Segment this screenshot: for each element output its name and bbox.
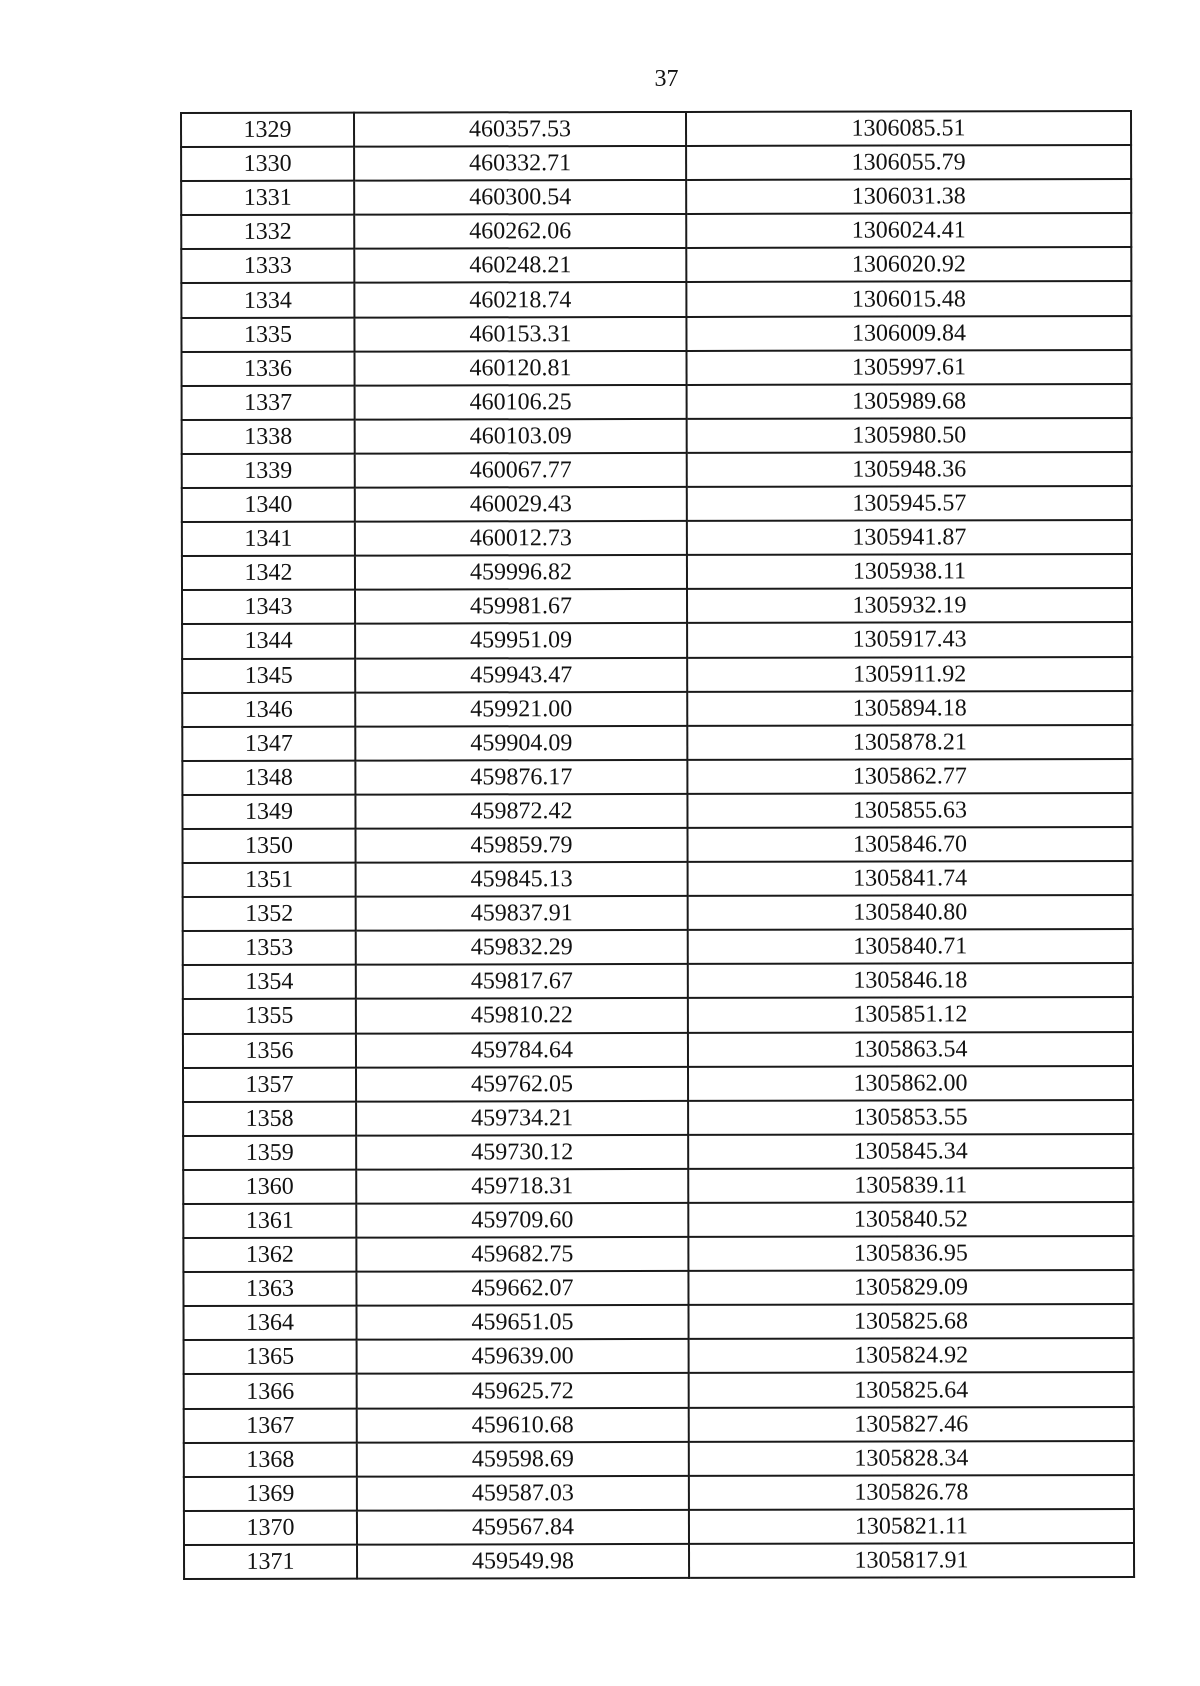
x-coordinate-cell: 459718.31 <box>356 1169 688 1204</box>
point-number-cell: 1362 <box>183 1238 356 1272</box>
point-number-cell: 1343 <box>182 590 355 624</box>
point-number-cell: 1359 <box>183 1135 356 1169</box>
x-coordinate-cell: 460300.54 <box>354 180 686 215</box>
x-coordinate-cell: 459639.00 <box>357 1339 689 1374</box>
y-coordinate-cell: 1305853.55 <box>688 1100 1133 1135</box>
x-coordinate-cell: 459837.91 <box>356 896 688 931</box>
y-coordinate-cell: 1305829.09 <box>688 1270 1133 1305</box>
x-coordinate-cell: 460120.81 <box>355 351 687 386</box>
y-coordinate-cell: 1305836.95 <box>688 1236 1133 1271</box>
point-number-cell: 1369 <box>184 1476 357 1510</box>
x-coordinate-cell: 460262.06 <box>354 214 686 249</box>
table-row <box>182 418 1132 454</box>
y-coordinate-cell: 1305851.12 <box>688 997 1133 1032</box>
x-coordinate-cell: 459709.60 <box>356 1203 688 1238</box>
y-coordinate-cell: 1305825.64 <box>689 1372 1134 1407</box>
x-coordinate-cell: 460012.73 <box>355 521 687 556</box>
table-row <box>181 111 1131 147</box>
point-number-cell: 1330 <box>181 147 354 181</box>
point-number-cell: 1349 <box>182 795 355 829</box>
y-coordinate-cell: 1305938.11 <box>687 554 1132 589</box>
point-number-cell: 1335 <box>181 317 354 351</box>
point-number-cell: 1336 <box>182 351 355 385</box>
y-coordinate-cell: 1305932.19 <box>687 588 1132 623</box>
x-coordinate-cell: 459784.64 <box>356 1032 688 1067</box>
point-number-cell: 1351 <box>183 863 356 897</box>
y-coordinate-cell: 1305980.50 <box>687 418 1132 453</box>
x-coordinate-cell: 459951.09 <box>355 623 687 658</box>
x-coordinate-cell: 459981.67 <box>355 589 687 624</box>
x-coordinate-cell: 459610.68 <box>357 1407 689 1442</box>
coordinate-table <box>180 110 1135 1580</box>
y-coordinate-cell: 1305941.87 <box>687 520 1132 555</box>
x-coordinate-cell: 460106.25 <box>355 385 687 420</box>
point-number-cell: 1329 <box>181 113 354 147</box>
point-number-cell: 1363 <box>183 1272 356 1306</box>
point-number-cell: 1368 <box>184 1442 357 1476</box>
y-coordinate-cell: 1305846.70 <box>688 827 1133 862</box>
y-coordinate-cell: 1305839.11 <box>688 1168 1133 1203</box>
x-coordinate-cell: 459734.21 <box>356 1101 688 1136</box>
x-coordinate-cell: 460248.21 <box>354 248 686 283</box>
y-coordinate-cell: 1305821.11 <box>689 1509 1134 1544</box>
y-coordinate-cell: 1305997.61 <box>687 350 1132 385</box>
point-number-cell: 1333 <box>181 249 354 283</box>
table-row <box>182 486 1132 522</box>
table-row <box>181 145 1131 181</box>
x-coordinate-cell: 459876.17 <box>355 760 687 795</box>
x-coordinate-cell: 459872.42 <box>355 794 687 829</box>
table-row <box>181 316 1131 352</box>
table-row <box>183 997 1133 1033</box>
y-coordinate-cell: 1305828.34 <box>689 1441 1134 1476</box>
table-row <box>182 452 1132 488</box>
table-row <box>183 929 1133 965</box>
x-coordinate-cell: 460357.53 <box>354 112 686 147</box>
point-number-cell: 1350 <box>183 829 356 863</box>
point-number-cell: 1360 <box>183 1170 356 1204</box>
y-coordinate-cell: 1306024.41 <box>686 213 1131 248</box>
point-number-cell: 1342 <box>182 556 355 590</box>
x-coordinate-cell: 459996.82 <box>355 555 687 590</box>
table-row <box>182 793 1132 829</box>
table-row <box>183 1270 1133 1306</box>
point-number-cell: 1354 <box>183 965 356 999</box>
table-row <box>183 1100 1133 1136</box>
point-number-cell: 1332 <box>181 215 354 249</box>
table-row <box>184 1407 1134 1443</box>
y-coordinate-cell: 1305846.18 <box>688 963 1133 998</box>
x-coordinate-cell: 460332.71 <box>354 146 686 181</box>
y-coordinate-cell: 1305911.92 <box>687 657 1132 692</box>
point-number-cell: 1358 <box>183 1101 356 1135</box>
point-number-cell: 1345 <box>182 658 355 692</box>
table-row <box>181 281 1131 317</box>
y-coordinate-cell: 1306009.84 <box>686 316 1131 351</box>
y-coordinate-cell: 1305840.80 <box>688 895 1133 930</box>
point-number-cell: 1356 <box>183 1033 356 1067</box>
y-coordinate-cell: 1305862.00 <box>688 1066 1133 1101</box>
y-coordinate-cell: 1305841.74 <box>688 861 1133 896</box>
point-number-cell: 1334 <box>181 283 354 317</box>
point-number-cell: 1331 <box>181 181 354 215</box>
y-coordinate-cell: 1305863.54 <box>688 1032 1133 1067</box>
y-coordinate-cell: 1305989.68 <box>687 384 1132 419</box>
y-coordinate-cell: 1305840.71 <box>688 929 1133 964</box>
x-coordinate-cell: 459943.47 <box>355 657 687 692</box>
point-number-cell: 1337 <box>182 385 355 419</box>
table-row <box>183 1032 1133 1068</box>
table-row <box>183 1134 1133 1170</box>
point-number-cell: 1365 <box>184 1340 357 1374</box>
point-number-cell: 1355 <box>183 999 356 1033</box>
y-coordinate-cell: 1305845.34 <box>688 1134 1133 1169</box>
table-row <box>182 725 1132 761</box>
y-coordinate-cell: 1305855.63 <box>687 793 1132 828</box>
y-coordinate-cell: 1306031.38 <box>686 179 1131 214</box>
x-coordinate-cell: 459625.72 <box>357 1373 689 1408</box>
table-row <box>182 554 1132 590</box>
table-row <box>183 1202 1133 1238</box>
point-number-cell: 1367 <box>184 1408 357 1442</box>
x-coordinate-cell: 459859.79 <box>356 828 688 863</box>
x-coordinate-cell: 460218.74 <box>354 282 686 317</box>
x-coordinate-cell: 459817.67 <box>356 964 688 999</box>
point-number-cell: 1357 <box>183 1067 356 1101</box>
y-coordinate-cell: 1306055.79 <box>686 145 1131 180</box>
table-row <box>184 1338 1134 1374</box>
point-number-cell: 1339 <box>182 454 355 488</box>
x-coordinate-cell: 459904.09 <box>355 726 687 761</box>
point-number-cell: 1370 <box>184 1510 357 1544</box>
y-coordinate-cell: 1305878.21 <box>687 725 1132 760</box>
y-coordinate-cell: 1305917.43 <box>687 622 1132 657</box>
x-coordinate-cell: 459832.29 <box>356 930 688 965</box>
coordinate-table-body <box>181 111 1134 1579</box>
point-number-cell: 1371 <box>184 1545 357 1579</box>
table-row <box>183 895 1133 931</box>
table-row <box>182 588 1132 624</box>
y-coordinate-cell: 1305817.91 <box>689 1543 1134 1578</box>
table-row <box>183 1066 1133 1102</box>
point-number-cell: 1352 <box>183 897 356 931</box>
table-row <box>182 520 1132 556</box>
table-row <box>182 350 1132 386</box>
point-number-cell: 1353 <box>183 931 356 965</box>
table-row <box>184 1475 1134 1511</box>
x-coordinate-cell: 459651.05 <box>357 1305 689 1340</box>
table-row <box>184 1441 1134 1477</box>
table-row <box>181 213 1131 249</box>
y-coordinate-cell: 1306015.48 <box>686 281 1131 316</box>
table-row <box>183 827 1133 863</box>
point-number-cell: 1361 <box>183 1204 356 1238</box>
y-coordinate-cell: 1306020.92 <box>686 247 1131 282</box>
point-number-cell: 1344 <box>182 624 355 658</box>
y-coordinate-cell: 1305945.57 <box>687 486 1132 521</box>
x-coordinate-cell: 459598.69 <box>357 1442 689 1477</box>
y-coordinate-cell: 1305824.92 <box>689 1338 1134 1373</box>
table-row <box>184 1304 1134 1340</box>
point-number-cell: 1341 <box>182 522 355 556</box>
table-row <box>182 384 1132 420</box>
point-number-cell: 1340 <box>182 488 355 522</box>
x-coordinate-cell: 460029.43 <box>355 487 687 522</box>
x-coordinate-cell: 459810.22 <box>356 998 688 1033</box>
y-coordinate-cell: 1305894.18 <box>687 691 1132 726</box>
x-coordinate-cell: 459662.07 <box>356 1271 688 1306</box>
y-coordinate-cell: 1306085.51 <box>686 111 1131 146</box>
table-row <box>184 1543 1134 1579</box>
table-row <box>184 1372 1134 1408</box>
table-row <box>182 759 1132 795</box>
table-row <box>183 861 1133 897</box>
y-coordinate-cell: 1305862.77 <box>687 759 1132 794</box>
table-row <box>181 179 1131 215</box>
point-number-cell: 1346 <box>182 692 355 726</box>
table-row <box>182 657 1132 693</box>
table-row <box>183 1236 1133 1272</box>
point-number-cell: 1348 <box>182 760 355 794</box>
x-coordinate-cell: 460067.77 <box>355 453 687 488</box>
point-number-cell: 1347 <box>182 726 355 760</box>
table-row <box>181 247 1131 283</box>
page-number: 37 <box>654 66 679 92</box>
y-coordinate-cell: 1305826.78 <box>689 1475 1134 1510</box>
table-row <box>182 691 1132 727</box>
y-coordinate-cell: 1305948.36 <box>687 452 1132 487</box>
point-number-cell: 1364 <box>184 1306 357 1340</box>
x-coordinate-cell: 460103.09 <box>355 419 687 454</box>
point-number-cell: 1338 <box>182 419 355 453</box>
x-coordinate-cell: 459549.98 <box>357 1544 689 1579</box>
point-number-cell: 1366 <box>184 1374 357 1408</box>
table-row <box>183 1168 1133 1204</box>
x-coordinate-cell: 459845.13 <box>356 862 688 897</box>
x-coordinate-cell: 460153.31 <box>354 317 686 352</box>
x-coordinate-cell: 459587.03 <box>357 1476 689 1511</box>
table-row <box>184 1509 1134 1545</box>
x-coordinate-cell: 459730.12 <box>356 1135 688 1170</box>
y-coordinate-cell: 1305840.52 <box>688 1202 1133 1237</box>
x-coordinate-cell: 459921.00 <box>355 692 687 727</box>
x-coordinate-cell: 459682.75 <box>356 1237 688 1272</box>
table-row <box>182 622 1132 658</box>
x-coordinate-cell: 459567.84 <box>357 1510 689 1545</box>
table-row <box>183 963 1133 999</box>
x-coordinate-cell: 459762.05 <box>356 1067 688 1102</box>
y-coordinate-cell: 1305827.46 <box>689 1407 1134 1442</box>
y-coordinate-cell: 1305825.68 <box>689 1304 1134 1339</box>
